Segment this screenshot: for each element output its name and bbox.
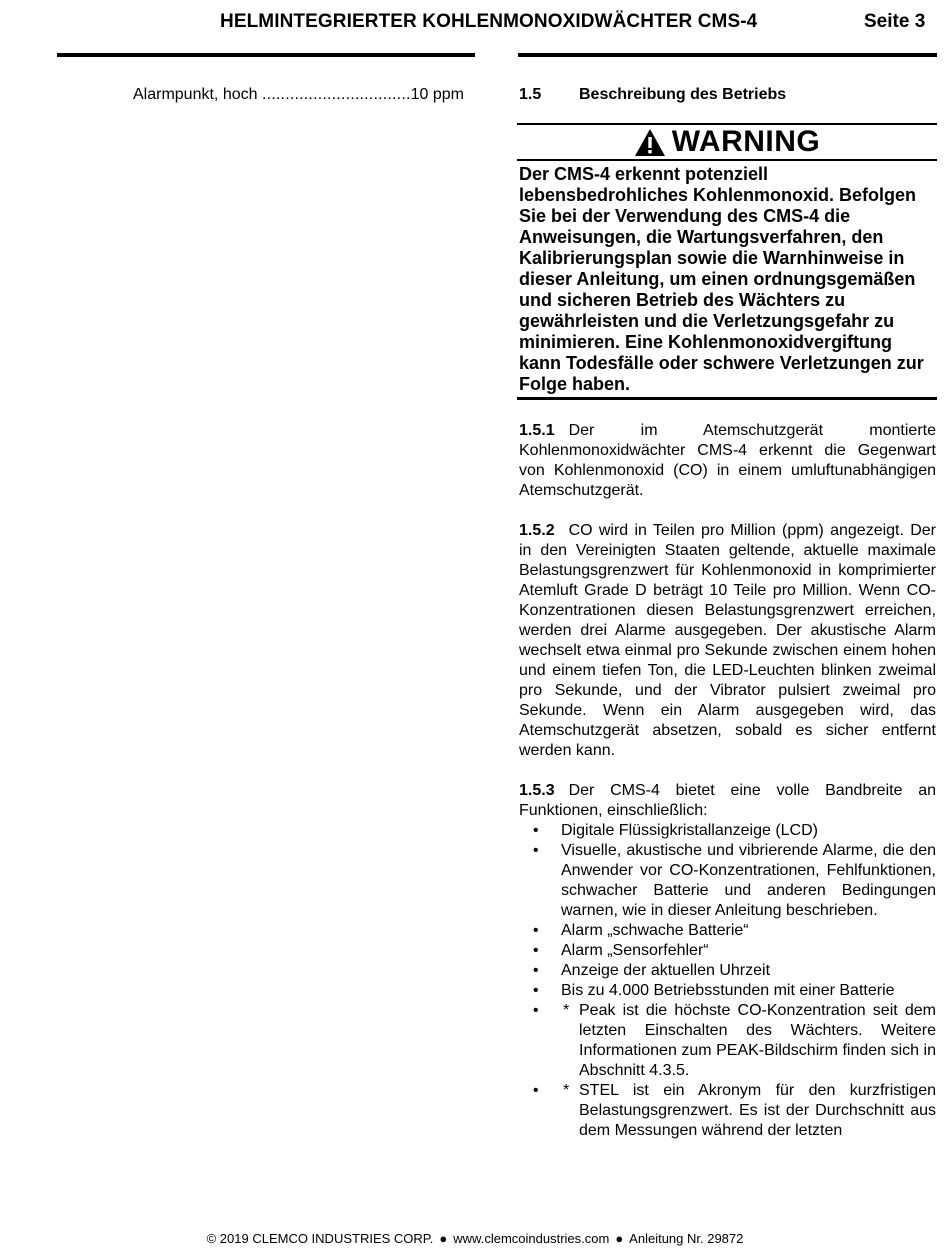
bullet-icon: • [533,1002,539,1019]
footer-separator: ● [615,1231,624,1246]
header-rule-left [57,53,475,57]
paragraph-number: 1.5.2 [519,522,555,539]
paragraph-text: Der im Atemschutzgerät montierte Kohlenmonoxidwächter CMS-4 erkennt die Gegenwart von Kohlenmonoxid (CO) in einem umluftunabhängigen Atemschutzgerät. [519,422,936,499]
section-title: Beschreibung des Betriebs [579,86,787,103]
feature-list [519,821,936,1141]
asterisk-icon: * [563,1002,570,1019]
footer-manual-number: Anleitung Nr. 29872 [629,1231,744,1246]
spec-leader-dots: ................................ [261,86,411,103]
list-item: • Anzeige der aktuellen Uhrzeit [533,962,771,979]
page-number: Seite 3 [864,11,926,32]
paragraph-1-5-3 [519,781,936,821]
list-item: • Digitale Flüssigkristallanzeige (LCD) [533,822,818,839]
warning-box [517,123,937,400]
bullet-icon: • [533,922,539,939]
document-title: HELMINTEGRIERTER KOHLENMONOXIDWÄCHTER CMS-4 [220,11,758,32]
list-item: • Alarm „Sensorfehler“ [533,942,709,959]
footer-website: www.clemcoindustries.com [453,1231,610,1246]
list-item: • Alarm „schwache Batterie“ [533,922,749,939]
spec-value: 10 ppm [410,86,464,103]
bullet-icon: • [533,842,539,859]
list-item: • Visuelle, akustische und vibrierende Alarme, die den Anwender vor CO-Konzentrationen, Fehlfunktionen, schwacher Batterie und anderen Bedingungen warnen, wie in dieser Anleitung beschrieben. [533,842,936,919]
paragraph-1-5-1 [519,421,936,501]
paragraph-text: Der CMS-4 bietet eine volle Bandbreite an Funktionen, einschließlich: [519,782,936,819]
bullet-icon: • [533,962,539,979]
header-rule-right [518,53,937,57]
right-column [519,84,936,1141]
list-item-footnote: • * STEL ist ein Akronym für den kurzfristigen Belastungsgrenzwert. Es ist der Durchschnitt aus dem Messungen während der letzten [533,1082,936,1139]
asterisk-icon: * [563,1082,570,1099]
bullet-icon: • [533,942,539,959]
warning-heading-row [517,125,937,161]
footer-copyright: © 2019 CLEMCO INDUSTRIES CORP. [206,1231,434,1246]
paragraph-text: CO wird in Teilen pro Million (ppm) angezeigt. Der in den Vereinigten Staaten geltende, aktuelle maximale Belastungsgrenzwert für Kohlenmonoxid in komprimierter Atemluft Grade D beträgt 10 Teile pro Million. Wenn CO-Konzentrationen diesen Belastungsgrenzwert erreichen, werden drei Alarme ausgegeben. Der akustische Alarm wechselt etwa einmal pro Sekunde zwischen einem hohen und einem tiefen Ton, die LED-Leuchten blinken zweimal pro Sekunde, und der Vibrator pulsiert zweimal pro Sekunde. Wenn ein Alarm ausgegeben wird, das Atemschutzgerät absetzen, sobald es sicher entfernt werden kann. [519,522,936,759]
section-heading [519,85,936,105]
footer-separator: ● [439,1231,448,1246]
spec-label: Alarmpunkt, hoch [133,86,258,103]
list-item-footnote: • * Peak ist die höchste CO-Konzentration seit dem letzten Einschalten des Wächters. Weitere Informationen zum PEAK-Bildschirm finden sich in Abschnitt 4.3.5. [533,1002,936,1079]
bullet-icon: • [533,1082,539,1099]
warning-heading: WARNING [671,125,821,158]
list-item: • Bis zu 4.000 Betriebsstunden mit einer Batterie [533,982,895,999]
warning-text: Der CMS-4 erkennt potenziell lebensbedrohliches Kohlenmonoxid. Befolgen Sie bei der Verwendung des CMS-4 die Anweisungen, die Wartungsverfahren, den Kalibrierungsplan sowie die Warnhinweise in dieser Anleitung, um einen ordnungsgemäßen und sicheren Betrieb des Wächters zu gewährleisten und die Verletzungsgefahr zu minimieren. Eine Kohlenmonoxidvergiftung kann Todesfälle oder schwere Verletzungen zur Folge haben. [519,164,924,394]
paragraph-number: 1.5.3 [519,782,555,799]
paragraph-1-5-2 [519,521,936,761]
paragraph-number: 1.5.1 [519,422,555,439]
spec-alarm-high [133,86,471,104]
section-number: 1.5 [519,86,542,103]
bullet-icon: • [533,982,539,999]
warning-triangle-icon [634,128,666,157]
bullet-icon: • [533,822,539,839]
page-footer [0,1231,950,1246]
